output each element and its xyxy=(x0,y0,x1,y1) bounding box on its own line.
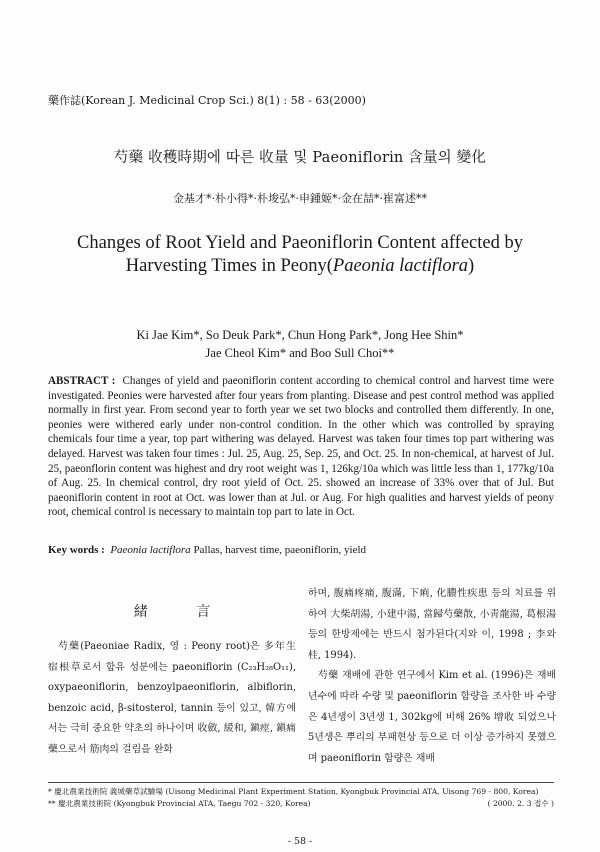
abstract xyxy=(48,374,554,520)
english-title-line2 xyxy=(40,255,560,278)
english-authors-line2: Jae Cheol Kim* and Boo Sull Choi** xyxy=(205,346,395,360)
keywords xyxy=(48,544,554,556)
footnote-affiliation-2: ** 慶北農業技術院 (Kyongbuk Provincial ATA, Taegu 702 - 320, Korea) xyxy=(48,799,311,808)
abstract-text: Changes of yield and paeoniflorin content according to chemical control and harvest time were investigated. Peonies were harvested after four years from planting. Disease and pest control method was applied normally in first year. From second year to forth year we set two blocks and controlled them differently. In one, peonies were withered early under non-control condition. In the other which was controlled by spraying chemicals four time a year, top part withering was delayed. Harvest was taken four times top part withering was delayed. Harvest was taken four times : Jul. 25, Aug. 25, Sep. 25, and Oct. 25. In non-chemical, at harvest of Jul. 25, paeonflorin content was highest and dry root weight was 1, 126kg/10a which was little less than 1, 177kg/10a of Aug. 25. In chemical control, dry root yield of Oct. 25. showed an increase of 33% over that of Jul. But paeoniflorin content in root at Oct. was lower than at Jul. or Aug. For high qualities and harvest yields of peony root, chemical control is necessary to maintain top part to late in Oct. xyxy=(48,375,554,519)
english-authors xyxy=(40,326,560,362)
english-title-suffix: ) xyxy=(468,256,475,276)
body-column-left xyxy=(48,584,296,761)
english-title-species: Paeonia lactiflora xyxy=(332,256,469,276)
english-title xyxy=(40,232,560,278)
footnotes xyxy=(48,786,554,810)
korean-authors: 金基才*·朴小得*·朴埈弘*·申鍾姬*·金在喆*·崔富述** xyxy=(173,192,427,205)
keywords-list: Pallas, harvest time, paeoniflorin, yield xyxy=(190,544,367,556)
footnote-affiliation-1: * 慶北農業技術院 義城藥草試驗場 (Uisong Medicinal Plant Experiment Station, Kyongbuk Provincial ATA, Uisong 769 - 800, Korea) xyxy=(48,787,539,796)
journal-citation: 藥作誌(Korean J. Medicinal Crop Sci.) 8(1) : 58 - 63(2000) xyxy=(48,94,366,107)
page-number: - 58 - xyxy=(287,836,313,847)
section-heading-introduction: 緒 言 xyxy=(133,604,233,620)
keywords-species: Paeonia lactiflora xyxy=(110,544,191,556)
received-date: ( 2000. 2. 3 접수 ) xyxy=(487,799,554,808)
footnote-divider xyxy=(48,782,554,783)
english-authors-line1: Ki Jae Kim*, So Deuk Park*, Chun Hong Park*, Jong Hee Shin* xyxy=(136,328,464,342)
keywords-label: Key words : xyxy=(48,544,105,556)
abstract-label: ABSTRACT : xyxy=(48,375,116,387)
korean-title: 芍藥 收穫時期에 따른 收量 및 Paeoniflorin 含量의 變化 xyxy=(113,150,487,166)
english-title-prefix: Harvesting Times in Peony( xyxy=(125,256,333,276)
body-paragraph: 하며, 腹痛疼痛, 腹滿, 下痢, 化膿性疾患 등의 치료를 위하여 大柴胡湯, 小建中湯, 當歸芍藥散, 小靑龍湯, 葛根湯 등의 한방제에는 반드시 첨가된다(지와 이, 1998 ; 李와 桂, 1994). xyxy=(308,588,556,661)
footnote-row xyxy=(48,798,554,810)
body-paragraph: 芍藥(Paeoniae Radix, 영 : Peony root)은 多年生 宿根草로서 함유 성분에는 paeoniflorin (C₂₃H₂₈O₁₁), oxypaeoniflorin, benzoylpaeoniflorin, albiflorin, benzoic acid, β-sitosterol, tannin 등이 있고, 韓方에서는 극히 중요한 약초의 하나이며 收斂, 緩和, 鎭痙, 鎭痛藥으로서 筋肉의 걸림을 완화 xyxy=(48,641,296,755)
body-paragraph: 芍藥 재배에 관한 연구에서 Kim et al. (1996)은 재배년수에 따라 수량 및 paeoniflorin 함량을 조사한 바 수량은 4년생이 3년생 1, 302kg에 비해 26% 增收 되었으나 5년생은 뿌리의 부패현상 등으로 더 이상 증가하지 못했으며 paeoniflorin 함량은 재배 xyxy=(308,670,556,764)
english-title-line1: Changes of Root Yield and Paeoniflorin Content affected by xyxy=(77,233,523,253)
body-column-right xyxy=(308,584,556,769)
